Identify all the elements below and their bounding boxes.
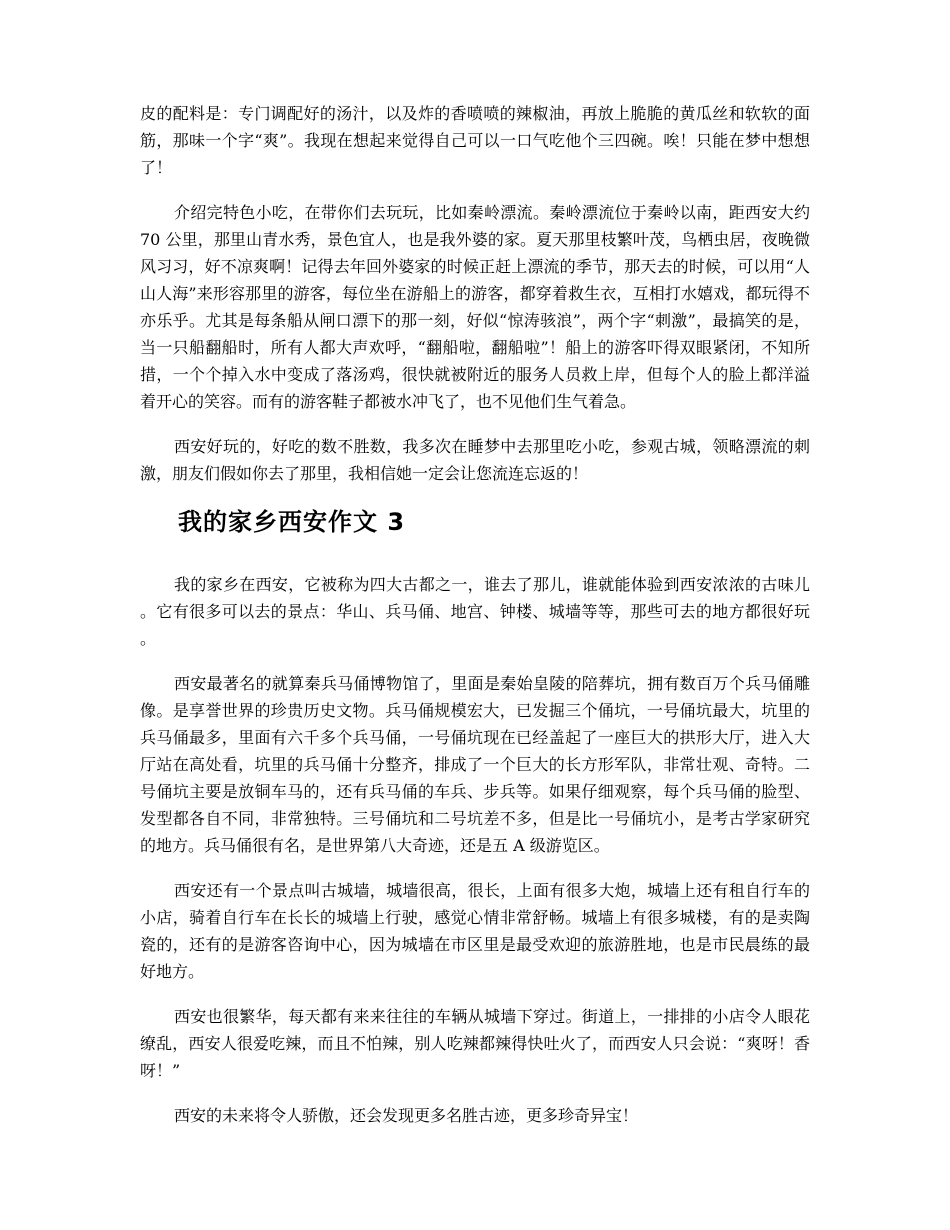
paragraph: 西安的未来将令人骄傲，还会发现更多名胜古迹，更多珍奇异宝！ bbox=[174, 1106, 639, 1125]
paragraph: 西安也很繁华，每天都有来来往往的车辆从城墙下穿过。街道上，一排排的小店令人眼花缭乱，西安人很爱吃辣，而且不怕辣，别人吃辣都辣得快吐火了，而西安人只会说：“爽呀！香呀！” bbox=[140, 1007, 810, 1080]
paragraph: 西安好玩的，好吃的数不胜数，我多次在睡梦中去那里吃小吃，参观古城，领略漂流的刺激，朋友们假如你去了那里，我相信她一定会让您流连忘返的！ bbox=[140, 437, 810, 483]
paragraph: 西安最著名的就算秦兵马俑博物馆了，里面是秦始皇陵的陪葬坑，拥有数百万个兵马俑雕像。是享誉世界的珍贵历史文物。兵马俑规模宏大，已发掘三个俑坑，一号俑坑最大，坑里的兵马俑最多，里面有六千多个兵马俑，一号俑坑现在已经盖起了一座巨大的拱形大厅，进入大厅站在高处看，坑里的兵马俑十分整齐，排成了一个巨大的长方形军队，非常壮观、奇特。二号俑坑主要是放铜车马的，还有兵马俑的车兵、步兵等。如果仔细观察，每个兵马俑的脸型、发型都各自不同，非常独特。三号俑坑和二号坑差不多，但是比一号俑坑小，是考古学家研究的地方。兵马俑很有名，是世界第八大奇迹，还是五 A 级游览区。 bbox=[140, 674, 810, 855]
section-heading: 我的家乡西安作文 3 bbox=[178, 508, 406, 536]
paragraph: 西安还有一个景点叫古城墙，城墙很高，很长，上面有很多大炮，城墙上还有租自行车的小店，骑着自行车在长长的城墙上行驶，感觉心情非常舒畅。城墙上有很多城楼，有的是卖陶瓷的，还有的是游客咨询中心，因为城墙在市区里是最受欢迎的旅游胜地，也是市民晨练的最好地方。 bbox=[140, 881, 810, 981]
paragraph: 我的家乡在西安，它被称为四大古都之一，谁去了那儿，谁就能体验到西安浓浓的古味儿。它有很多可以去的景点：华山、兵马俑、地宫、钟楼、城墙等等，那些可去的地方都很好玩。 bbox=[140, 575, 810, 648]
paragraph: 皮的配料是：专门调配好的汤汁，以及炸的香喷喷的辣椒油，再放上脆脆的黄瓜丝和软软的面筋，那味一个字“爽”。我现在想起来觉得自己可以一口气吃他个三四碗。唉！只能在梦中想想了！ bbox=[140, 104, 810, 177]
document-page bbox=[140, 100, 810, 1147]
paragraph: 介绍完特色小吃，在带你们去玩玩，比如秦岭漂流。秦岭漂流位于秦岭以南，距西安大约 70 公里，那里山青水秀，景色宜人，也是我外婆的家。夏天那里枝繁叶茂，鸟栖虫居，夜晚微风习习，好不凉爽啊！记得去年回外婆家的时候正赶上漂流的季节，那天去的时候，可以用“人山人海”来形容那里的游客，每位坐在游船上的游客，都穿着救生衣，互相打水嬉戏，都玩得不亦乐乎。尤其是每条船从闸口漂下的那一刻，好似“惊涛骇浪”，两个字“刺激”，最搞笑的是，当一只船翻船时，所有人都大声欢呼，“翻船啦，翻船啦”！船上的游客吓得双眼紧闭，不知所措，一个个掉入水中变成了落汤鸡，很快就被附近的服务人员救上岸，但每个人的脸上都洋溢着开心的笑容。而有的游客鞋子都被水冲飞了，也不见他们生气着急。 bbox=[140, 203, 810, 411]
